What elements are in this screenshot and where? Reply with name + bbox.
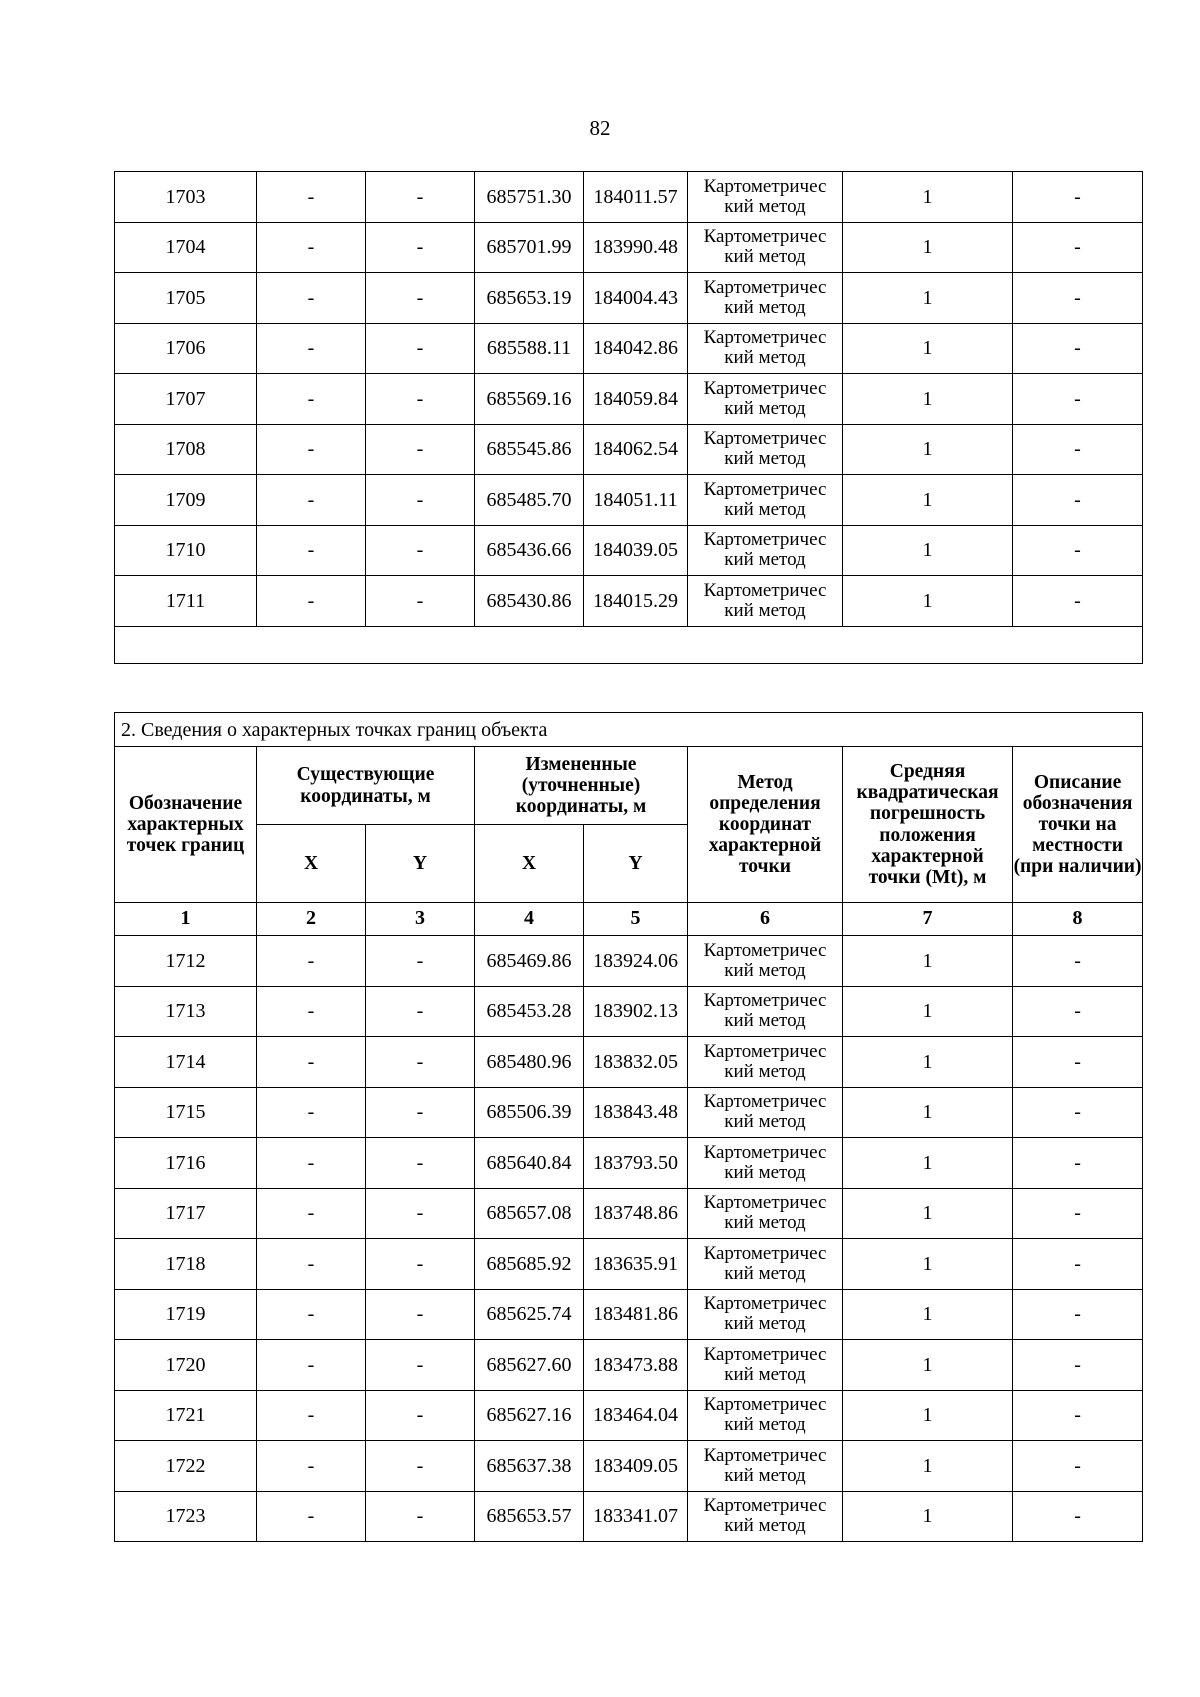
table-row xyxy=(115,1491,1143,1542)
table-cell: 184042.86 xyxy=(584,323,688,374)
table-cell: Картометричес кий метод xyxy=(688,424,843,475)
table-cell: Картометричес кий метод xyxy=(688,576,843,627)
table-row xyxy=(115,1390,1143,1441)
table-row xyxy=(115,1037,1143,1088)
table-cell: - xyxy=(257,1491,366,1542)
table-cell: 1 xyxy=(843,323,1013,374)
table-cell: 1712 xyxy=(115,936,257,987)
table-cell: 183990.48 xyxy=(584,222,688,273)
page-number: 82 xyxy=(589,116,611,140)
table-cell: 1 xyxy=(843,1491,1013,1542)
table-cell: Картометричес кий метод xyxy=(688,1340,843,1391)
table-cell: Картометричес кий метод xyxy=(688,1188,843,1239)
table-row xyxy=(115,1289,1143,1340)
column-number: 2 xyxy=(257,903,366,936)
table-cell: - xyxy=(366,424,475,475)
table-cell: Картометричес кий метод xyxy=(688,1390,843,1441)
table-cell: 685545.86 xyxy=(475,424,584,475)
table-cell: 183481.86 xyxy=(584,1289,688,1340)
table-cell: - xyxy=(1013,424,1143,475)
table-cell: - xyxy=(366,525,475,576)
table-cell: 1 xyxy=(843,576,1013,627)
table-cell: 183748.86 xyxy=(584,1188,688,1239)
table-cell: - xyxy=(1013,475,1143,526)
table-cell: 685627.16 xyxy=(475,1390,584,1441)
table-cell: 1 xyxy=(843,1390,1013,1441)
section-title-row xyxy=(115,713,1143,747)
table-cell: 1707 xyxy=(115,374,257,425)
table-cell: - xyxy=(257,1138,366,1189)
column-number: 3 xyxy=(366,903,475,936)
table-cell: 183341.07 xyxy=(584,1491,688,1542)
table-row xyxy=(115,222,1143,273)
header-changed-coordinates: Измененные (уточненные) координаты, м xyxy=(475,747,688,825)
table-cell: Картометричес кий метод xyxy=(688,1441,843,1492)
table-cell: 1 xyxy=(843,986,1013,1037)
table-cell: 183473.88 xyxy=(584,1340,688,1391)
table-cell: 685588.11 xyxy=(475,323,584,374)
table-cell: 1711 xyxy=(115,576,257,627)
table-row xyxy=(115,374,1143,425)
table-cell: Картометричес кий метод xyxy=(688,273,843,324)
table-cell: 183635.91 xyxy=(584,1239,688,1290)
table-cell: - xyxy=(257,1441,366,1492)
table-cell: - xyxy=(257,1188,366,1239)
table-cell: 1 xyxy=(843,936,1013,987)
table-row xyxy=(115,576,1143,627)
table-row xyxy=(115,1188,1143,1239)
table-cell: - xyxy=(1013,222,1143,273)
table-cell: - xyxy=(1013,576,1143,627)
table-cell: 1 xyxy=(843,424,1013,475)
table-row xyxy=(115,986,1143,1037)
table-row xyxy=(115,273,1143,324)
table-cell: - xyxy=(366,1239,475,1290)
table-cell: - xyxy=(366,1188,475,1239)
table-cell: 685469.86 xyxy=(475,936,584,987)
table-cell: - xyxy=(257,273,366,324)
empty-cell xyxy=(115,626,1143,663)
header-method: Метод определения координат характерной точки xyxy=(688,747,843,903)
table-row xyxy=(115,1087,1143,1138)
header-existing-x: X xyxy=(257,825,366,903)
table-cell: - xyxy=(1013,1138,1143,1189)
table-cell: 183464.04 xyxy=(584,1390,688,1441)
table-cell: - xyxy=(1013,1289,1143,1340)
table-cell: - xyxy=(366,1087,475,1138)
header-changed-y: Y xyxy=(584,825,688,903)
header-error: Средняя квадратическая погрешность положения характерной точки (Mt), м xyxy=(843,747,1013,903)
table-cell: 685685.92 xyxy=(475,1239,584,1290)
table-cell: Картометричес кий метод xyxy=(688,525,843,576)
table-cell: Картометричес кий метод xyxy=(688,475,843,526)
table-cell: 1719 xyxy=(115,1289,257,1340)
table-cell: Картометричес кий метод xyxy=(688,1037,843,1088)
header-existing-coordinates: Существующие координаты, м xyxy=(257,747,475,825)
table-cell: - xyxy=(366,1491,475,1542)
table-cell: 1721 xyxy=(115,1390,257,1441)
table-cell: 184004.43 xyxy=(584,273,688,324)
table-cell: 685701.99 xyxy=(475,222,584,273)
table-cell: - xyxy=(257,986,366,1037)
table-cell: 685657.08 xyxy=(475,1188,584,1239)
table-cell: 184011.57 xyxy=(584,172,688,223)
table-cell: - xyxy=(1013,1037,1143,1088)
table-cell: 1715 xyxy=(115,1087,257,1138)
table-cell: - xyxy=(366,576,475,627)
column-number: 5 xyxy=(584,903,688,936)
table-cell: 1 xyxy=(843,1340,1013,1391)
table-cell: 1703 xyxy=(115,172,257,223)
table-cell: - xyxy=(366,1289,475,1340)
table-row xyxy=(115,323,1143,374)
table-cell: - xyxy=(1013,273,1143,324)
table-cell: 184015.29 xyxy=(584,576,688,627)
table-cell: 1 xyxy=(843,525,1013,576)
table-cell: Картометричес кий метод xyxy=(688,1138,843,1189)
column-number: 8 xyxy=(1013,903,1143,936)
table-cell: 184059.84 xyxy=(584,374,688,425)
table-cell: 1 xyxy=(843,374,1013,425)
table-cell: - xyxy=(366,1441,475,1492)
section-title: 2. Сведения о характерных точках границ объекта xyxy=(115,713,1143,747)
table-cell: Картометричес кий метод xyxy=(688,1289,843,1340)
table-cell: 1709 xyxy=(115,475,257,526)
table-cell: - xyxy=(366,1340,475,1391)
table-cell: 1706 xyxy=(115,323,257,374)
table-cell: - xyxy=(1013,1390,1143,1441)
table-cell: - xyxy=(366,222,475,273)
empty-row xyxy=(115,626,1143,663)
table-cell: - xyxy=(1013,525,1143,576)
table-cell: - xyxy=(1013,1239,1143,1290)
table-body xyxy=(115,936,1143,1542)
table-cell: - xyxy=(257,222,366,273)
table-cell: 183902.13 xyxy=(584,986,688,1037)
table-cell: - xyxy=(257,424,366,475)
table-cell: 685637.38 xyxy=(475,1441,584,1492)
table-row xyxy=(115,525,1143,576)
table-cell: 1720 xyxy=(115,1340,257,1391)
table-cell: - xyxy=(1013,172,1143,223)
table-cell: 685453.28 xyxy=(475,986,584,1037)
boundary-points-table xyxy=(114,712,1143,1542)
table-body xyxy=(115,172,1143,664)
header-changed-x: X xyxy=(475,825,584,903)
table-row xyxy=(115,475,1143,526)
table-cell: 685640.84 xyxy=(475,1138,584,1189)
table-cell: - xyxy=(366,986,475,1037)
table-cell: 183924.06 xyxy=(584,936,688,987)
table-row xyxy=(115,1138,1143,1189)
table-cell: Картометричес кий метод xyxy=(688,936,843,987)
table-cell: - xyxy=(1013,374,1143,425)
table-cell: - xyxy=(257,374,366,425)
table-cell: - xyxy=(366,936,475,987)
table-cell: Картометричес кий метод xyxy=(688,323,843,374)
table-cell: 1 xyxy=(843,172,1013,223)
table-cell: - xyxy=(257,1390,366,1441)
table-cell: - xyxy=(366,1138,475,1189)
column-number: 4 xyxy=(475,903,584,936)
table-cell: 685480.96 xyxy=(475,1037,584,1088)
table-cell: - xyxy=(1013,1491,1143,1542)
table-cell: - xyxy=(366,475,475,526)
table-row xyxy=(115,424,1143,475)
table-cell: Картометричес кий метод xyxy=(688,222,843,273)
table-cell: Картометричес кий метод xyxy=(688,1491,843,1542)
table-cell: 685506.39 xyxy=(475,1087,584,1138)
table-row xyxy=(115,1239,1143,1290)
table-cell: Картометричес кий метод xyxy=(688,374,843,425)
table-cell: - xyxy=(366,374,475,425)
table-cell: - xyxy=(1013,1087,1143,1138)
table-cell: 685436.66 xyxy=(475,525,584,576)
table-cell: 1713 xyxy=(115,986,257,1037)
table-cell: 183793.50 xyxy=(584,1138,688,1189)
header-description: Описание обозначения точки на местности (при наличии) xyxy=(1013,747,1143,903)
table-cell: 184039.05 xyxy=(584,525,688,576)
column-number: 1 xyxy=(115,903,257,936)
table-cell: 1717 xyxy=(115,1188,257,1239)
table-cell: - xyxy=(1013,936,1143,987)
table-cell: - xyxy=(257,525,366,576)
table-cell: 685485.70 xyxy=(475,475,584,526)
table-cell: 1710 xyxy=(115,525,257,576)
table-cell: 183409.05 xyxy=(584,1441,688,1492)
table-cell: 685751.30 xyxy=(475,172,584,223)
table-cell: 685653.19 xyxy=(475,273,584,324)
table-cell: - xyxy=(1013,1441,1143,1492)
table-cell: 183843.48 xyxy=(584,1087,688,1138)
table-cell: 1708 xyxy=(115,424,257,475)
table-row xyxy=(115,1441,1143,1492)
table-cell: 685627.60 xyxy=(475,1340,584,1391)
coordinates-table-continued xyxy=(114,171,1143,664)
table-cell: - xyxy=(257,936,366,987)
table-cell: 1723 xyxy=(115,1491,257,1542)
table-cell: - xyxy=(257,576,366,627)
table-cell: Картометричес кий метод xyxy=(688,986,843,1037)
table-cell: 1 xyxy=(843,273,1013,324)
table-cell: 1 xyxy=(843,1138,1013,1189)
table-cell: - xyxy=(257,323,366,374)
table-cell: 1718 xyxy=(115,1239,257,1290)
table-cell: 1 xyxy=(843,475,1013,526)
header-designation: Обозначение характерных точек границ xyxy=(115,747,257,903)
table-cell: - xyxy=(257,1239,366,1290)
table-cell: 1 xyxy=(843,1188,1013,1239)
table-cell: 184051.11 xyxy=(584,475,688,526)
table-cell: Картометричес кий метод xyxy=(688,172,843,223)
column-number: 7 xyxy=(843,903,1013,936)
table-cell: - xyxy=(366,1390,475,1441)
table-cell: Картометричес кий метод xyxy=(688,1087,843,1138)
table-cell: 1 xyxy=(843,1037,1013,1088)
table-cell: - xyxy=(366,273,475,324)
table-cell: - xyxy=(257,1289,366,1340)
table-cell: - xyxy=(366,172,475,223)
table-cell: - xyxy=(257,1037,366,1088)
table-cell: - xyxy=(257,172,366,223)
table-cell: - xyxy=(366,1037,475,1088)
table-cell: - xyxy=(257,475,366,526)
table-row xyxy=(115,1340,1143,1391)
table-cell: - xyxy=(257,1340,366,1391)
table-cell: 1716 xyxy=(115,1138,257,1189)
table-cell: 183832.05 xyxy=(584,1037,688,1088)
table-cell: - xyxy=(1013,986,1143,1037)
table-cell: 1714 xyxy=(115,1037,257,1088)
column-number: 6 xyxy=(688,903,843,936)
header-row xyxy=(115,747,1143,825)
table-cell: - xyxy=(1013,1340,1143,1391)
table-cell: 1704 xyxy=(115,222,257,273)
table-row xyxy=(115,172,1143,223)
table-cell: - xyxy=(366,323,475,374)
table-cell: 685625.74 xyxy=(475,1289,584,1340)
table-cell: - xyxy=(1013,1188,1143,1239)
table-cell: 685569.16 xyxy=(475,374,584,425)
table-cell: 184062.54 xyxy=(584,424,688,475)
table-cell: - xyxy=(257,1087,366,1138)
table-row xyxy=(115,936,1143,987)
table-cell: 1 xyxy=(843,222,1013,273)
table-cell: 1 xyxy=(843,1239,1013,1290)
table-cell: 1 xyxy=(843,1441,1013,1492)
table-cell: - xyxy=(1013,323,1143,374)
table-cell: 1 xyxy=(843,1087,1013,1138)
column-number-row xyxy=(115,903,1143,936)
table-cell: 685430.86 xyxy=(475,576,584,627)
table-cell: 685653.57 xyxy=(475,1491,584,1542)
header-existing-y: Y xyxy=(366,825,475,903)
table-cell: 1 xyxy=(843,1289,1013,1340)
table-cell: Картометричес кий метод xyxy=(688,1239,843,1290)
table-cell: 1722 xyxy=(115,1441,257,1492)
table-cell: 1705 xyxy=(115,273,257,324)
